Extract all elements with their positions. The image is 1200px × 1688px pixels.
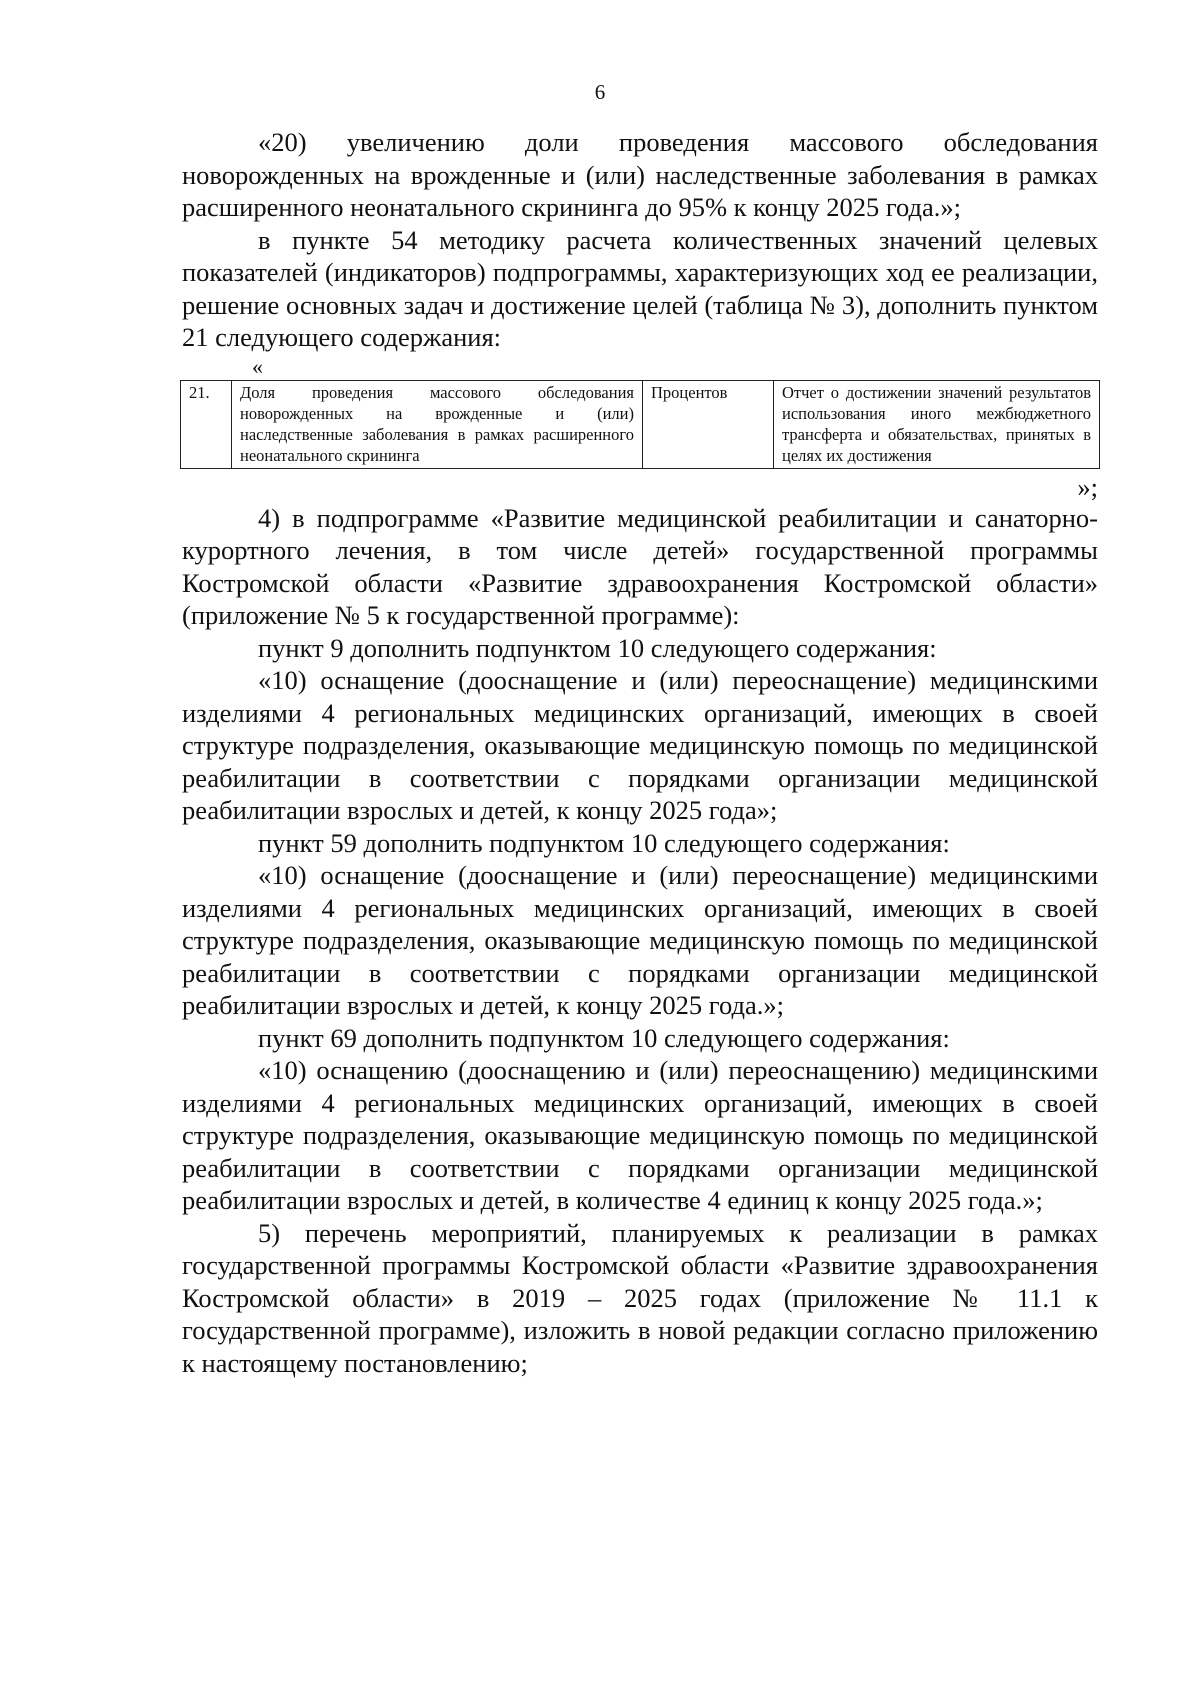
source-cell: Отчет о достижении значений результатов использования иного межбюджетного трансферта и обязательствах, принятых в целях их достижения (774, 380, 1100, 468)
paragraph: пункт 69 дополнить подпунктом 10 следующего содержания: (258, 1022, 950, 1053)
quote-open-mark: « (252, 353, 263, 379)
paragraph: 4) в подпрограмме «Развитие медицинской реабилитации и санаторно-курортного лечения, в том числе детей» государственной программы Костромской области «Развитие здравоохранения Костромской области» (приложение № 5 к государственной программе): (182, 502, 1098, 630)
unit-cell: Процентов (643, 380, 774, 468)
paragraph: «10) оснащению (дооснащению и (или) переоснащению) медицинскими изделиями 4 региональных медицинских организаций, имеющих в своей структуре подразделения, оказывающие медицинскую помощь по медицинской реабилитации в соответствии с порядками организации медицинской реабилитации взрослых и детей, в количестве 4 единиц к концу 2025 года.»; (182, 1055, 1098, 1215)
indicator-name-cell: Доля проведения массового обследования новорожденных на врожденные и (или) наследственные заболевания в рамках расширенного неонатального скрининга (232, 380, 643, 468)
quote-close-mark: »; (1077, 471, 1098, 502)
row-number-cell: 21. (181, 380, 232, 468)
document-body (182, 126, 1098, 1379)
paragraph: «10) оснащение (дооснащение и (или) переоснащение) медицинскими изделиями 4 региональных медицинских организаций, имеющих в своей структуре подразделения, оказывающие медицинскую помощь по медицинской реабилитации в соответствии с порядками организации медицинской реабилитации взрослых и детей, к концу 2025 года»; (182, 665, 1098, 825)
paragraph: пункт 9 дополнить подпунктом 10 следующего содержания: (258, 632, 937, 663)
table-row (181, 380, 1100, 468)
paragraph: в пункте 54 методику расчета количественных значений целевых показателей (индикаторов) подпрограммы, характеризующих ход ее реализации, решение основных задач и достижение целей (таблица № 3), дополнить пунктом 21 следующего содержания: (182, 224, 1098, 352)
paragraph: пункт 59 дополнить подпунктом 10 следующего содержания: (258, 827, 950, 858)
page-number: 6 (594, 80, 606, 104)
paragraph: «20) увеличению доли проведения массового обследования новорожденных на врожденные и (или) наследственные заболевания в рамках расширенного неонатального скрининга до 95% к концу 2025 года.»; (182, 127, 1098, 222)
paragraph: 5) перечень мероприятий, планируемых к реализации в рамках государственной программы Костромской области «Развитие здравоохранения Костромской области» в 2019 – 2025 годах (приложение № 11.1 к государственной программе), изложить в новой редакции согласно приложению к настоящему постановлению; (182, 1217, 1098, 1378)
paragraph: «10) оснащение (дооснащение и (или) переоснащение) медицинскими изделиями 4 региональных медицинских организаций, имеющих в своей структуре подразделения, оказывающие медицинскую помощь по медицинской реабилитации в соответствии с порядками организации медицинской реабилитации взрослых и детей, к концу 2025 года.»; (182, 860, 1098, 1020)
indicator-table (180, 380, 1100, 469)
